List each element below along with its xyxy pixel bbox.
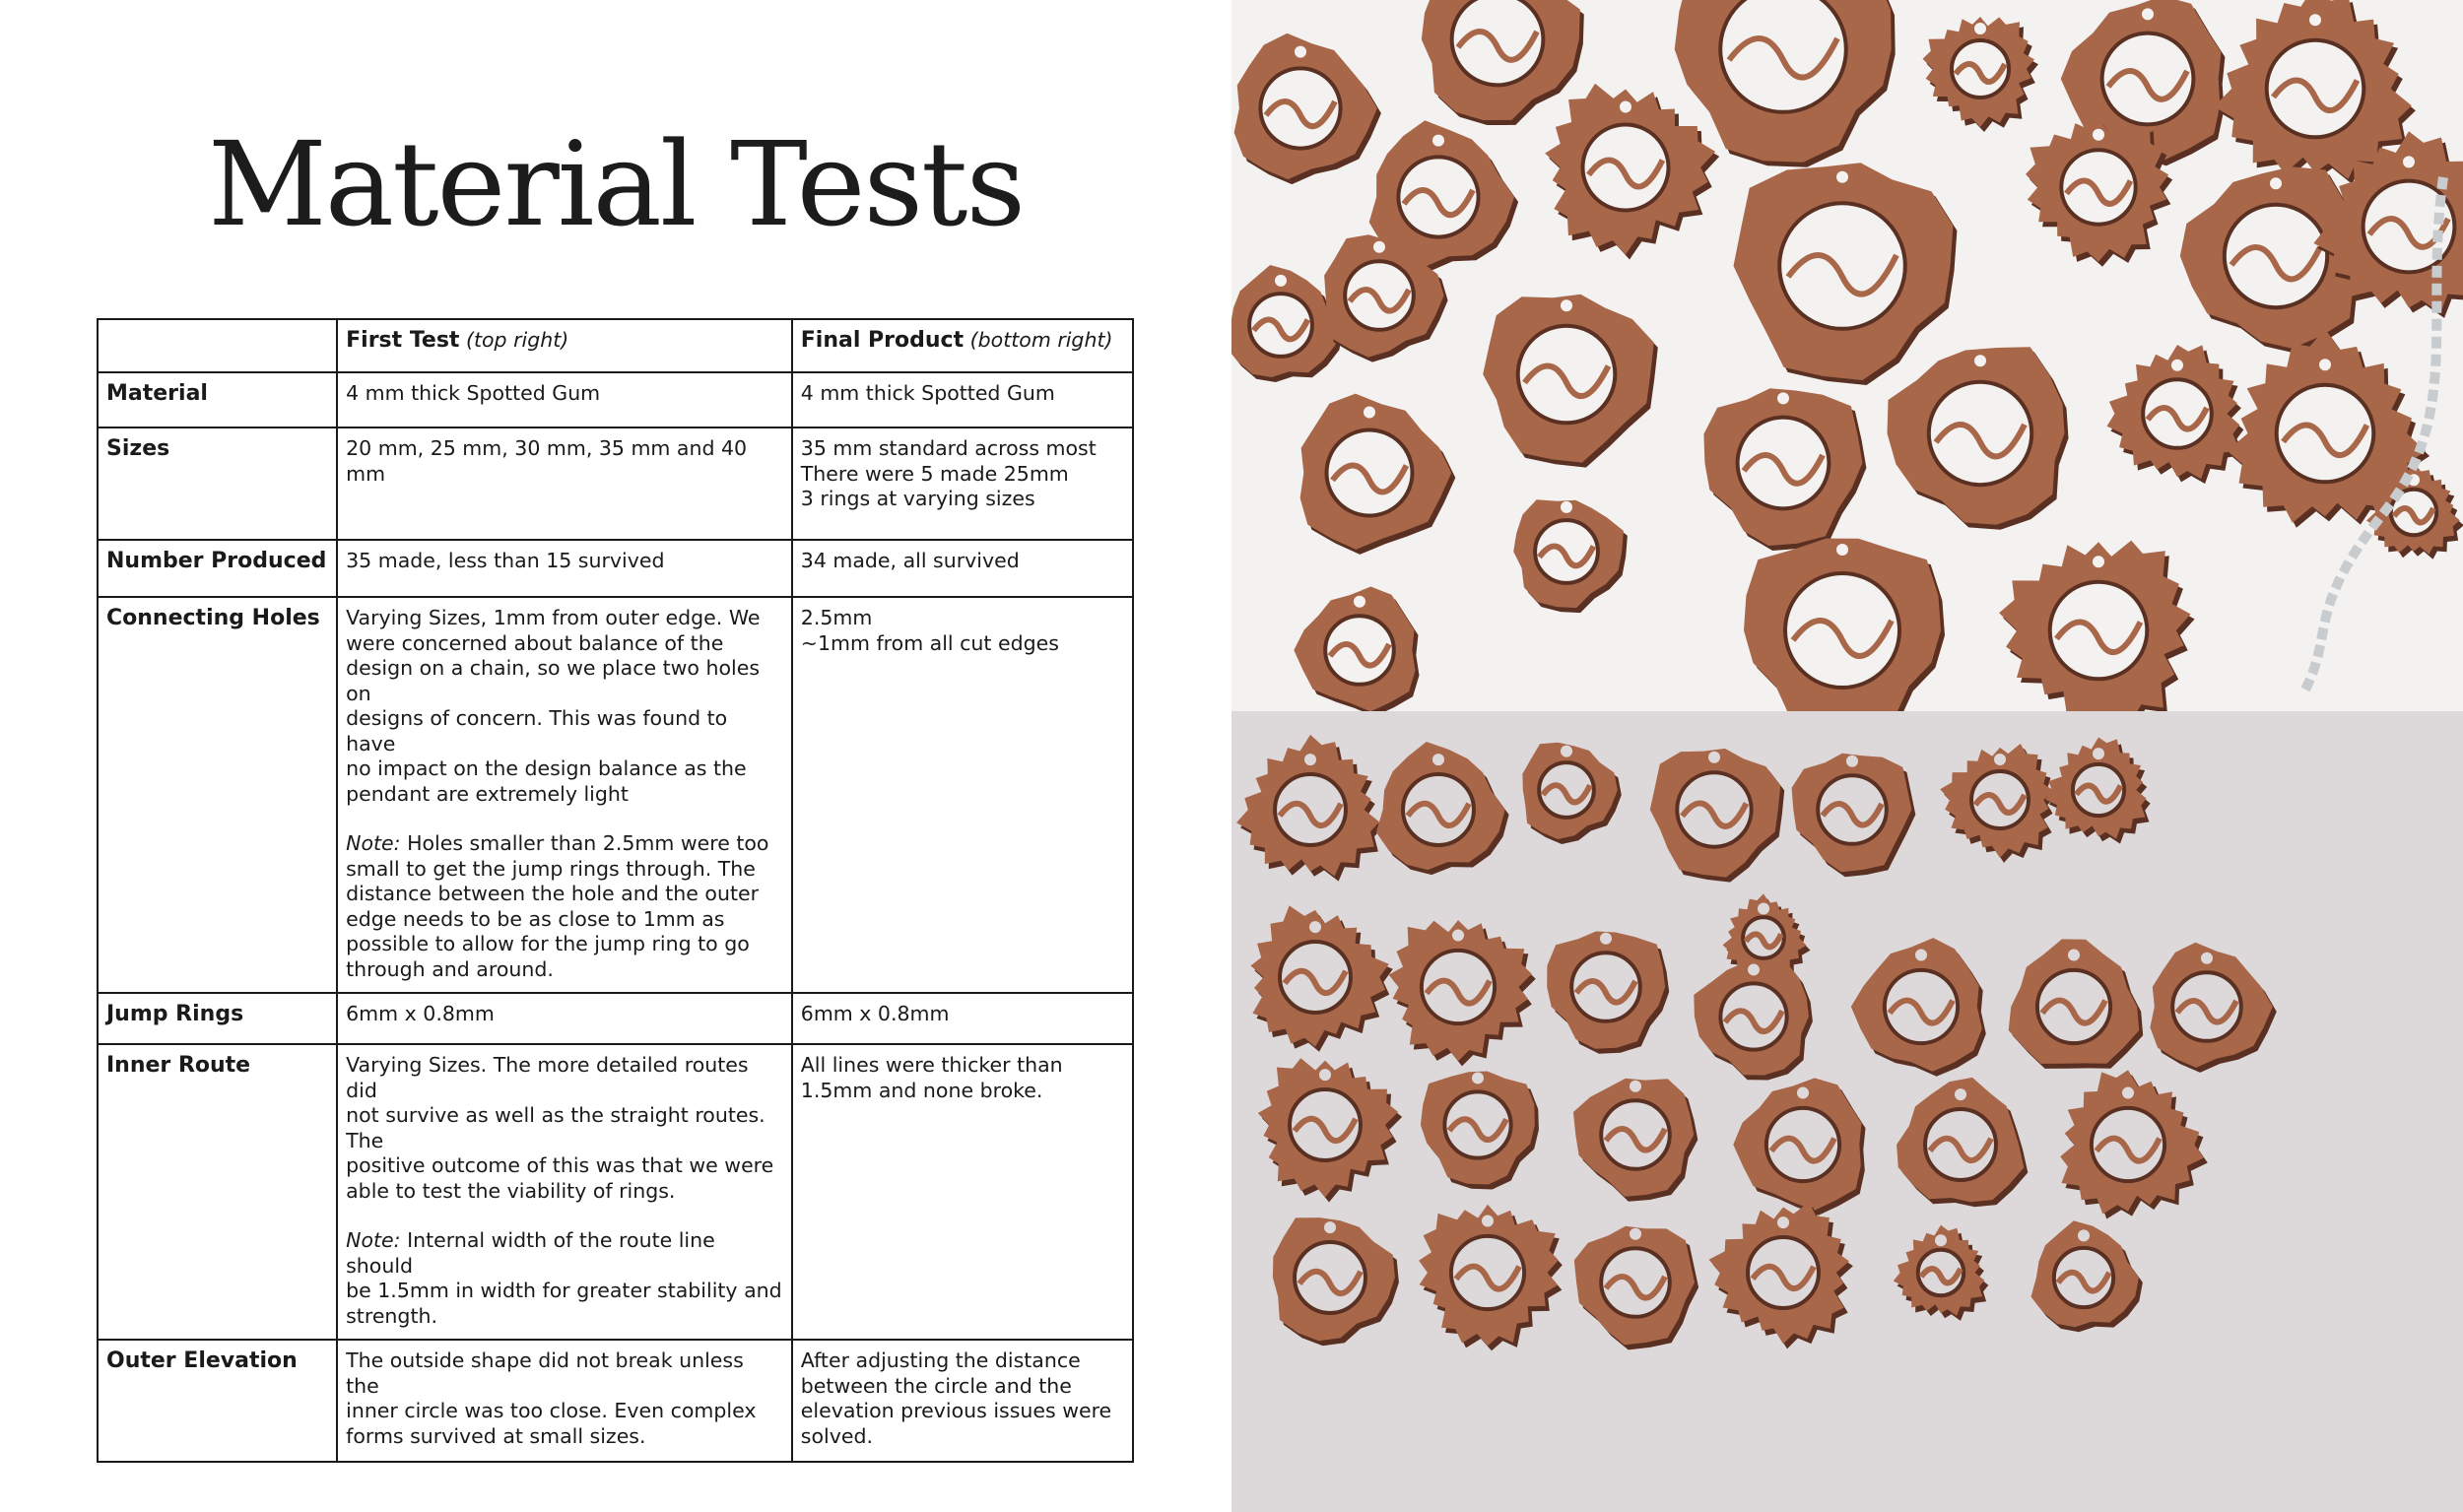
cell-line: between the circle and the [800, 1373, 1072, 1398]
final-product-cell [792, 372, 1133, 427]
wood-pendant [2060, 1070, 2208, 1218]
note-label: Note: [346, 831, 401, 855]
cell-line: The outside shape did not break unless the [346, 1348, 744, 1398]
header-empty-cell [98, 319, 337, 372]
pendant-jump-ring-hole [1319, 1069, 1331, 1081]
wood-pendant [1888, 347, 2069, 530]
cell-line: designs of concern. This was found to have [346, 706, 728, 756]
cell-line [346, 1228, 783, 1279]
cell-line: 35 made, less than 15 survived [346, 549, 665, 572]
pendant-jump-ring-hole [1630, 1081, 1641, 1092]
cell-line: through and around. [346, 956, 554, 981]
cell-line: distance between the hole and the outer [346, 882, 760, 905]
wood-pendant [1421, 1072, 1539, 1190]
pendant-jump-ring-hole [1994, 754, 2006, 765]
cell-line: edge needs to be as close to 1mm as [346, 906, 725, 931]
cell-line [346, 831, 783, 857]
wood-pendant [1300, 394, 1456, 555]
pendant-jump-ring-hole [2403, 156, 2415, 167]
first-test-cell [337, 1044, 792, 1340]
pendant-jump-ring-hole [2078, 1229, 2090, 1241]
table-row [98, 1340, 1133, 1462]
wood-pendant [1574, 1226, 1698, 1350]
pendant-jump-ring-hole [1452, 930, 1464, 942]
cell-line: Varying Sizes. The more detailed routes did [346, 1053, 749, 1102]
pendant-jump-ring-hole [1915, 950, 1927, 961]
header-first-test-note: (top right) [465, 328, 569, 352]
note-label: Note: [346, 1228, 401, 1252]
row-label: Inner Route [98, 1044, 337, 1340]
wood-pendant [1940, 744, 2057, 863]
pendant-jump-ring-hole [1600, 933, 1612, 945]
wood-pendant [1851, 938, 1986, 1077]
pendant-jump-ring-hole [1630, 1228, 1641, 1240]
first-test-cell [337, 427, 792, 540]
pendant-jump-ring-hole [1836, 171, 1848, 183]
final-product-cell [792, 597, 1133, 993]
wood-pendant [1422, 0, 1584, 125]
wood-pendant [1650, 749, 1784, 883]
cell-line: Varying Sizes, 1mm from outer edge. We [346, 606, 761, 629]
pendant-jump-ring-hole [1373, 241, 1385, 253]
cell-line: 6mm x 0.8mm [346, 1002, 495, 1025]
wood-pendant [1236, 735, 1383, 882]
pendant-jump-ring-hole [2270, 177, 2282, 189]
pendant-jump-ring-hole [1561, 299, 1572, 311]
wood-pendant [1734, 163, 1958, 385]
cell-line: inner circle was too close. Even complex [346, 1399, 757, 1422]
pendant-jump-ring-hole [1561, 746, 1572, 757]
cell-line: pendant are extremely light [346, 781, 629, 806]
note-text: Holes smaller than 2.5mm were too [400, 831, 769, 855]
wood-pendant [1545, 84, 1719, 260]
pendant-jump-ring-hole [1777, 1216, 1789, 1228]
pendant-jump-ring-hole [1482, 1216, 1494, 1227]
pendant-jump-ring-hole [2319, 359, 2331, 370]
row-label: Number Produced [98, 540, 337, 597]
cell-line: able to test the viability of rings. [346, 1178, 676, 1203]
cell-line: 2.5mm [800, 606, 873, 629]
pendant-jump-ring-hole [1974, 355, 1986, 366]
pendant-jump-ring-hole [1354, 596, 1365, 608]
cell-line: 4 mm thick Spotted Gum [346, 381, 601, 405]
cell-line: 35 mm standard across most [800, 436, 1097, 460]
pendant-jump-ring-hole [1955, 1088, 1966, 1100]
paragraph-gap [346, 807, 783, 831]
header-first-test [337, 319, 792, 372]
pendant-jump-ring-hole [2142, 8, 2154, 20]
wood-pendant [1389, 920, 1536, 1066]
header-final-product-note: (bottom right) [969, 328, 1113, 352]
wood-pendant [2031, 1220, 2143, 1332]
wood-pendant [1703, 388, 1866, 551]
pendant-jump-ring-hole [2171, 360, 2183, 371]
wood-pendant [1258, 1058, 1402, 1202]
pendant-jump-ring-hole [1561, 501, 1572, 513]
wood-pendant [1234, 33, 1381, 184]
pendant-jump-ring-hole [1777, 392, 1789, 404]
wood-pendant [1513, 499, 1628, 613]
pendant-jump-ring-hole [1295, 46, 1306, 58]
cell-line: 6mm x 0.8mm [800, 1002, 950, 1025]
final-product-pendants-illustration [1232, 711, 2463, 1512]
pendant-jump-ring-hole [1432, 135, 1444, 147]
pendant-jump-ring-hole [1304, 754, 1316, 765]
page-title: Material Tests [207, 116, 1025, 252]
cell-line: strength. [346, 1303, 437, 1328]
cell-line: small to get the jump rings through. The [346, 856, 756, 881]
cell-line: design on a chain, so we place two holes on [346, 656, 761, 705]
pendant-jump-ring-hole [1935, 1234, 1947, 1246]
pendant-jump-ring-hole [2093, 556, 2104, 567]
table-row [98, 993, 1133, 1044]
first-test-cell [337, 372, 792, 427]
wood-pendant [1733, 1078, 1865, 1215]
pendant-jump-ring-hole [2093, 748, 2104, 759]
pendant-jump-ring-hole [1836, 544, 1848, 556]
cell-line: be 1.5mm in width for greater stability and [346, 1279, 782, 1302]
cell-line: were concerned about balance of the [346, 630, 724, 655]
row-label: Material [98, 372, 337, 427]
cell-line: 1.5mm and none broke. [800, 1078, 1043, 1102]
pendant-jump-ring-hole [1472, 1072, 1484, 1084]
header-final-product [792, 319, 1133, 372]
pendant-jump-ring-hole [2068, 950, 2080, 961]
table-row [98, 540, 1133, 597]
table-row [98, 427, 1133, 540]
table-row [98, 1044, 1133, 1340]
pendant-jump-ring-hole [2309, 14, 2321, 26]
first-test-pendants-illustration [1232, 0, 2463, 711]
first-test-cell [337, 540, 792, 597]
pendant-jump-ring-hole [1432, 754, 1444, 765]
wood-pendant [1483, 295, 1658, 468]
final-product-photo [1232, 711, 2463, 1512]
wood-pendant [1573, 1079, 1697, 1202]
first-test-cell [337, 1340, 792, 1462]
wood-pendant [1250, 905, 1392, 1051]
cell-line: no impact on the design balance as the [346, 756, 747, 780]
cell-line: forms survived at small sizes. [346, 1423, 646, 1448]
cell-line: There were 5 made 25mm [800, 461, 1069, 486]
wood-pendant [1894, 1225, 1989, 1321]
wood-pendant [1709, 1202, 1853, 1348]
final-product-cell [792, 1340, 1133, 1462]
final-product-cell [792, 993, 1133, 1044]
wood-pendant [2107, 345, 2244, 484]
wood-pendant [1547, 932, 1669, 1054]
wood-pendant [1675, 0, 1896, 167]
wood-pendant [1897, 1078, 2028, 1207]
table-row [98, 372, 1133, 427]
first-test-photo [1232, 0, 2463, 711]
cell-line: All lines were thicker than [800, 1053, 1063, 1077]
pendant-jump-ring-hole [1758, 902, 1769, 914]
wood-pendant [1792, 754, 1916, 878]
row-label: Jump Rings [98, 993, 337, 1044]
pendant-jump-ring-hole [1974, 23, 1986, 34]
pendant-jump-ring-hole [1748, 963, 1760, 975]
wood-pendant [1419, 1205, 1563, 1350]
final-product-cell [792, 540, 1133, 597]
pendant-jump-ring-hole [1309, 921, 1321, 933]
cell-line: After adjusting the distance [800, 1348, 1081, 1372]
wood-pendant [1694, 961, 1813, 1081]
pendant-jump-ring-hole [2122, 1087, 2134, 1099]
wood-pendant [1744, 539, 1945, 711]
wood-pendant [2009, 939, 2144, 1069]
header-final-product-label: Final Product [800, 328, 965, 353]
row-label: Outer Elevation [98, 1340, 337, 1462]
cell-line: ~1mm from all cut edges [800, 630, 1059, 655]
cell-line: not survive as well as the straight routes. The [346, 1103, 766, 1152]
wood-pendant [1376, 742, 1509, 875]
cell-line: solved. [800, 1423, 873, 1448]
final-product-cell [792, 1044, 1133, 1340]
first-test-cell [337, 597, 792, 993]
pendant-jump-ring-hole [2201, 953, 2213, 964]
note-text: Internal width of the route line should [346, 1228, 715, 1278]
pendant-jump-ring-hole [1620, 101, 1631, 113]
table-header-row [98, 319, 1133, 372]
table-row [98, 597, 1133, 993]
cell-line: 34 made, all survived [800, 549, 1020, 572]
pendant-jump-ring-hole [2093, 129, 2104, 141]
pendant-jump-ring-hole [1324, 1221, 1336, 1233]
pendant-jump-ring-hole [1275, 275, 1287, 287]
row-label: Sizes [98, 427, 337, 540]
wood-pendant [1999, 541, 2195, 711]
cell-line: 4 mm thick Spotted Gum [800, 381, 1055, 405]
cell-line: positive outcome of this was that we were [346, 1153, 774, 1177]
wood-pendant [1522, 743, 1622, 844]
header-first-test-label: First Test [346, 328, 460, 353]
first-test-cell [337, 993, 792, 1044]
pendant-jump-ring-hole [1797, 1087, 1809, 1099]
pendant-jump-ring-hole [1364, 407, 1375, 419]
cell-line: 3 rings at varying sizes [800, 487, 1035, 510]
wood-pendant [2026, 118, 2172, 267]
row-label: Connecting Holes [98, 597, 337, 993]
pendant-jump-ring-hole [1708, 752, 1720, 763]
wood-pendant [1273, 1217, 1399, 1346]
cell-line: possible to allow for the jump ring to go [346, 932, 750, 955]
cell-line: 20 mm, 25 mm, 30 mm, 35 mm and 40 mm [346, 436, 748, 486]
wood-pendant [2150, 943, 2276, 1073]
material-tests-table [97, 318, 1134, 1463]
wood-pendant [1294, 587, 1419, 712]
final-product-cell [792, 427, 1133, 540]
cell-line: elevation previous issues were [800, 1399, 1112, 1422]
wood-pendant [1923, 17, 2039, 132]
wood-pendant [2045, 738, 2151, 844]
paragraph-gap [346, 1204, 783, 1228]
pendant-jump-ring-hole [1846, 756, 1858, 767]
